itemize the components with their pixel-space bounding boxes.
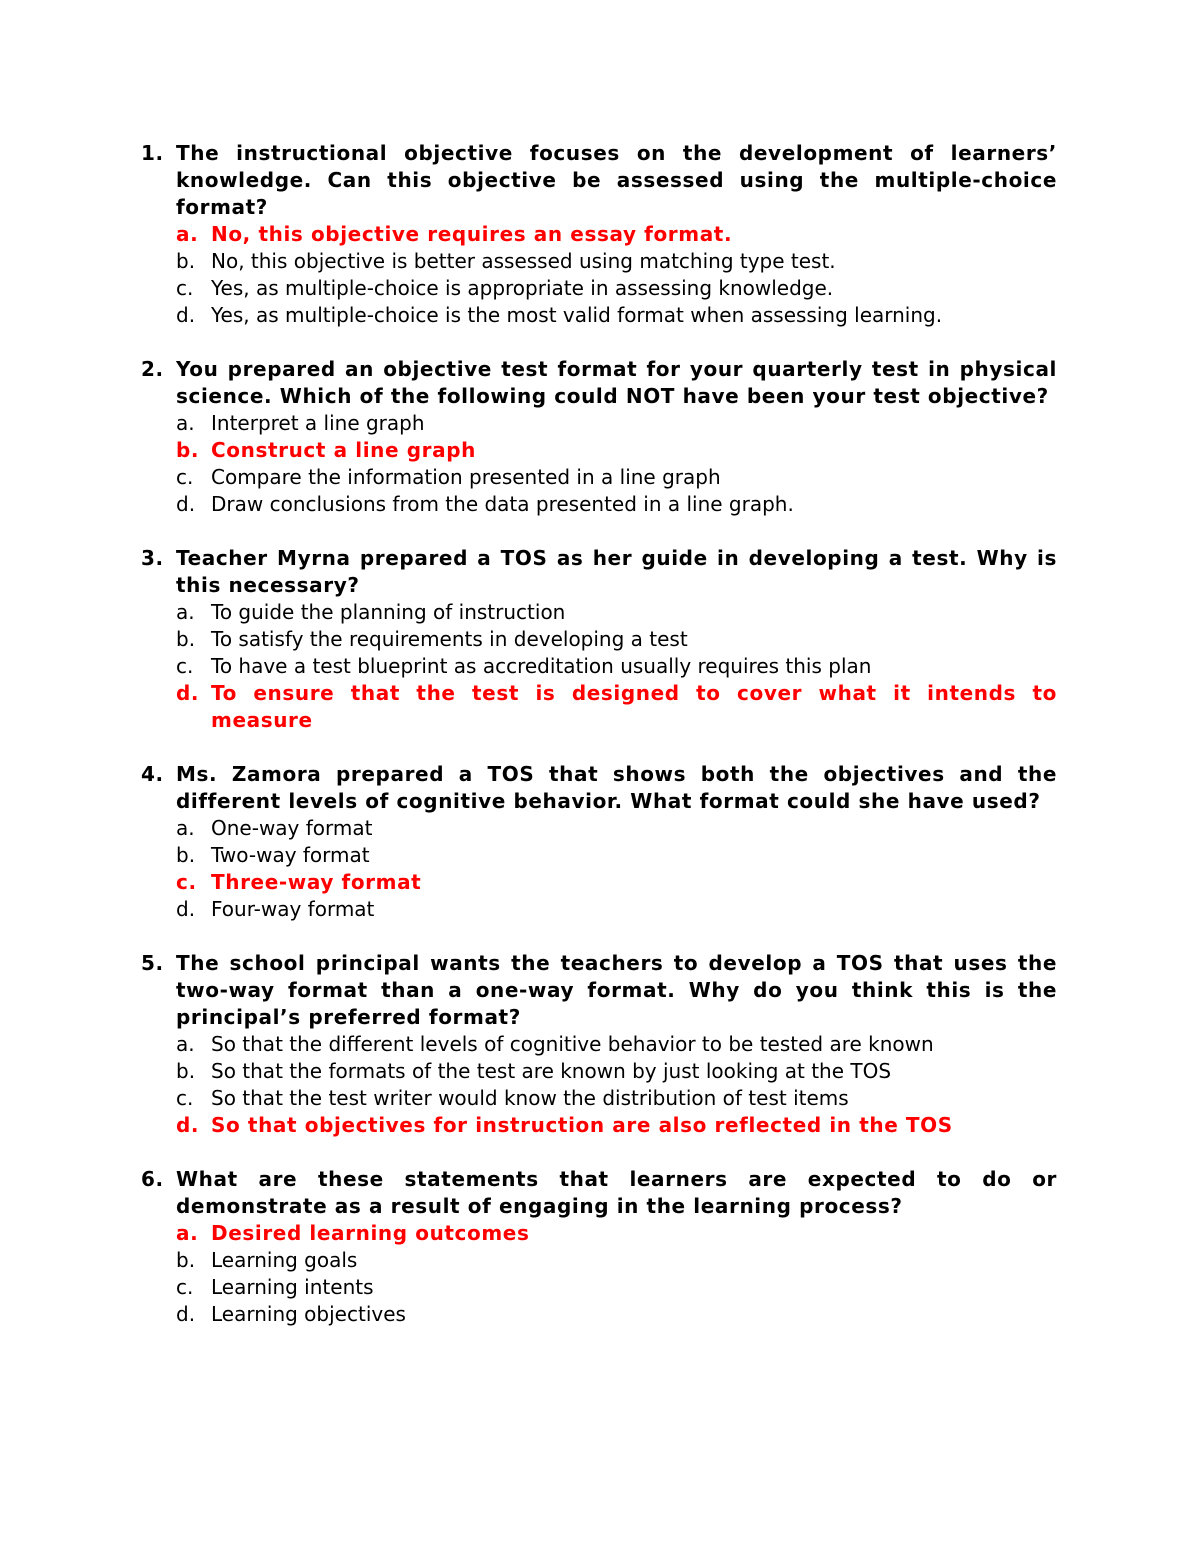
question-number: 1. [141,141,164,165]
choice-text: So that the test writer would know the distribution of test items [211,1086,849,1110]
choice-letter: d. [176,1113,200,1137]
choice-text: No, this objective is better assessed using matching type test. [211,249,836,273]
choice-c [176,1274,1057,1301]
choice-list [176,221,1057,329]
choice-a [176,1031,1057,1058]
question-number: 4. [141,762,164,786]
choice-c [176,653,1057,680]
choice-a [176,1220,1057,1247]
choice-text: Four-way format [211,897,375,921]
choice-letter: b. [176,438,200,462]
choice-letter: b. [176,843,196,867]
choice-letter: c. [176,276,194,300]
choice-b [176,1058,1057,1085]
choice-list [176,815,1057,923]
choice-list [176,410,1057,518]
choice-text: Two-way format [211,843,370,867]
choice-text: No, this objective requires an essay format. [211,222,733,246]
choice-letter: c. [176,465,194,489]
choice-text: One-way format [211,816,373,840]
question-list [141,140,1057,1355]
choice-letter: a. [176,222,199,246]
question-6 [141,1166,1057,1328]
question-text: The instructional objective focuses on the development of learners’ knowledge. Can this objective be assessed using the multiple-choice format? [176,141,1057,219]
choice-text: Compare the information presented in a line graph [211,465,721,489]
question-number: 2. [141,357,164,381]
choice-letter: a. [176,600,195,624]
choice-text: Draw conclusions from the data presented in a line graph. [211,492,794,516]
choice-letter: c. [176,1086,194,1110]
choice-letter: d. [176,681,200,705]
choice-text: Desired learning outcomes [211,1221,530,1245]
choice-letter: a. [176,1221,199,1245]
choice-letter: b. [176,249,196,273]
question-2 [141,356,1057,518]
choice-b [176,248,1057,275]
choice-letter: b. [176,627,196,651]
choice-text: Three-way format [211,870,422,894]
choice-a [176,221,1057,248]
question-number: 6. [141,1167,164,1191]
choice-d [176,1301,1057,1328]
choice-text: Yes, as multiple-choice is the most valid format when assessing learning. [211,303,943,327]
choice-c [176,1085,1057,1112]
choice-list [176,599,1057,734]
choice-text: Construct a line graph [211,438,476,462]
choice-b [176,842,1057,869]
choice-text: So that the formats of the test are known by just looking at the TOS [211,1059,892,1083]
question-5 [141,950,1057,1139]
choice-list [176,1220,1057,1328]
choice-d [176,680,1057,734]
choice-text: Learning objectives [211,1302,406,1326]
question-text: Teacher Myrna prepared a TOS as her guide in developing a test. Why is this necessary? [176,546,1057,597]
choice-letter: a. [176,816,195,840]
choice-b [176,437,1057,464]
choice-a [176,599,1057,626]
choice-c [176,464,1057,491]
question-text: Ms. Zamora prepared a TOS that shows both the objectives and the different levels of cognitive behavior. What format could she have used? [176,762,1057,813]
choice-letter: a. [176,1032,195,1056]
question-4 [141,761,1057,923]
choice-c [176,275,1057,302]
question-3 [141,545,1057,734]
choice-d [176,896,1057,923]
choice-c [176,869,1057,896]
choice-letter: c. [176,1275,194,1299]
question-text: The school principal wants the teachers to develop a TOS that uses the two-way format than a one-way format. Why do you think this is the principal’s preferred format? [176,951,1057,1029]
choice-text: To satisfy the requirements in developing a test [211,627,688,651]
choice-text: To have a test blueprint as accreditation usually requires this plan [211,654,872,678]
choice-text: To guide the planning of instruction [211,600,566,624]
choice-letter: b. [176,1059,196,1083]
choice-d [176,302,1057,329]
question-1 [141,140,1057,329]
question-number: 3. [141,546,164,570]
choice-letter: b. [176,1248,196,1272]
choice-a [176,815,1057,842]
question-number: 5. [141,951,164,975]
choice-list [176,1031,1057,1139]
choice-b [176,1247,1057,1274]
choice-letter: d. [176,1302,196,1326]
choice-text: So that the different levels of cognitive behavior to be tested are known [211,1032,934,1056]
choice-text: Learning goals [211,1248,358,1272]
question-text: What are these statements that learners are expected to do or demonstrate as a result of engaging in the learning process? [176,1167,1057,1218]
choice-letter: c. [176,870,197,894]
choice-letter: d. [176,303,196,327]
choice-letter: d. [176,897,196,921]
choice-letter: d. [176,492,196,516]
choice-letter: c. [176,654,194,678]
question-text: You prepared an objective test format for your quarterly test in physical science. Which of the following could NOT have been your test objective? [176,357,1057,408]
choice-d [176,1112,1057,1139]
choice-text: To ensure that the test is designed to cover what it intends to measure [211,681,1057,732]
choice-text: Learning intents [211,1275,374,1299]
choice-a [176,410,1057,437]
choice-text: Yes, as multiple-choice is appropriate in assessing knowledge. [211,276,834,300]
choice-letter: a. [176,411,195,435]
choice-text: Interpret a line graph [211,411,425,435]
choice-d [176,491,1057,518]
choice-text: So that objectives for instruction are also reflected in the TOS [211,1113,953,1137]
choice-b [176,626,1057,653]
